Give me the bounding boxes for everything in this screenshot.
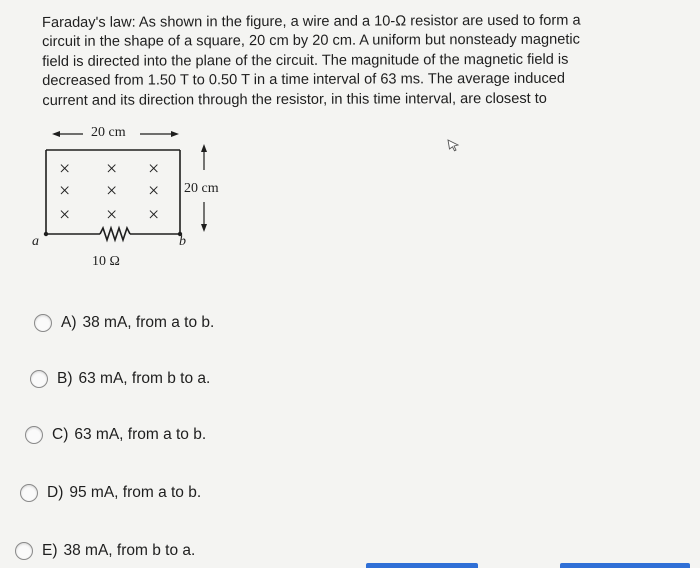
option-letter: E) <box>42 542 58 559</box>
radio-button-icon[interactable] <box>25 426 43 444</box>
field-cross: × <box>106 204 118 226</box>
field-cross: × <box>148 204 160 226</box>
option-c[interactable] <box>25 426 206 444</box>
radio-button-icon[interactable] <box>34 314 52 332</box>
field-cross: × <box>106 180 118 202</box>
option-text: 95 mA, from a to b. <box>69 484 202 501</box>
point-a-label: a <box>32 234 39 249</box>
field-cross: × <box>59 180 71 202</box>
question-text: Faraday's law: As shown in the figure, a wire and a 10-Ω resistor are used to form a circuit in the shape of a square, 20 cm by 20 cm. A uniform but nonsteady magnetic field is directed into the plane of the circuit. The magnitude of the magnetic field is decreased from 1.50 T to 0.50 T in a time interval of 63 ms. The average induced current and its direction through the resistor, in this time interval, are closest to <box>42 12 581 109</box>
point-b-label: b <box>179 234 186 249</box>
option-a[interactable] <box>34 314 214 332</box>
option-text: 38 mA, from b to a. <box>63 542 196 559</box>
radio-button-icon[interactable] <box>30 370 48 388</box>
option-text: 63 mA, from a to b. <box>74 426 207 443</box>
option-b[interactable] <box>30 370 210 388</box>
radio-button-icon[interactable] <box>20 484 38 502</box>
field-cross: × <box>59 158 71 180</box>
option-text: 63 mA, from b to a. <box>78 370 211 387</box>
resistor-label: 10 Ω <box>92 254 120 269</box>
field-cross: × <box>106 158 118 180</box>
option-d[interactable] <box>20 484 201 502</box>
field-cross: × <box>148 180 160 202</box>
bottom-accent-bar <box>560 563 690 568</box>
option-letter: A) <box>61 314 77 331</box>
option-letter: D) <box>47 484 64 501</box>
width-label: 20 cm <box>91 125 126 140</box>
radio-button-icon[interactable] <box>15 542 33 560</box>
field-cross: × <box>148 158 160 180</box>
height-label: 20 cm <box>184 181 219 196</box>
bottom-accent-bar <box>366 563 478 568</box>
option-letter: C) <box>52 426 69 443</box>
option-e[interactable] <box>15 542 195 560</box>
option-text: 38 mA, from a to b. <box>82 314 215 331</box>
option-letter: B) <box>57 370 73 387</box>
field-cross: × <box>59 204 71 226</box>
